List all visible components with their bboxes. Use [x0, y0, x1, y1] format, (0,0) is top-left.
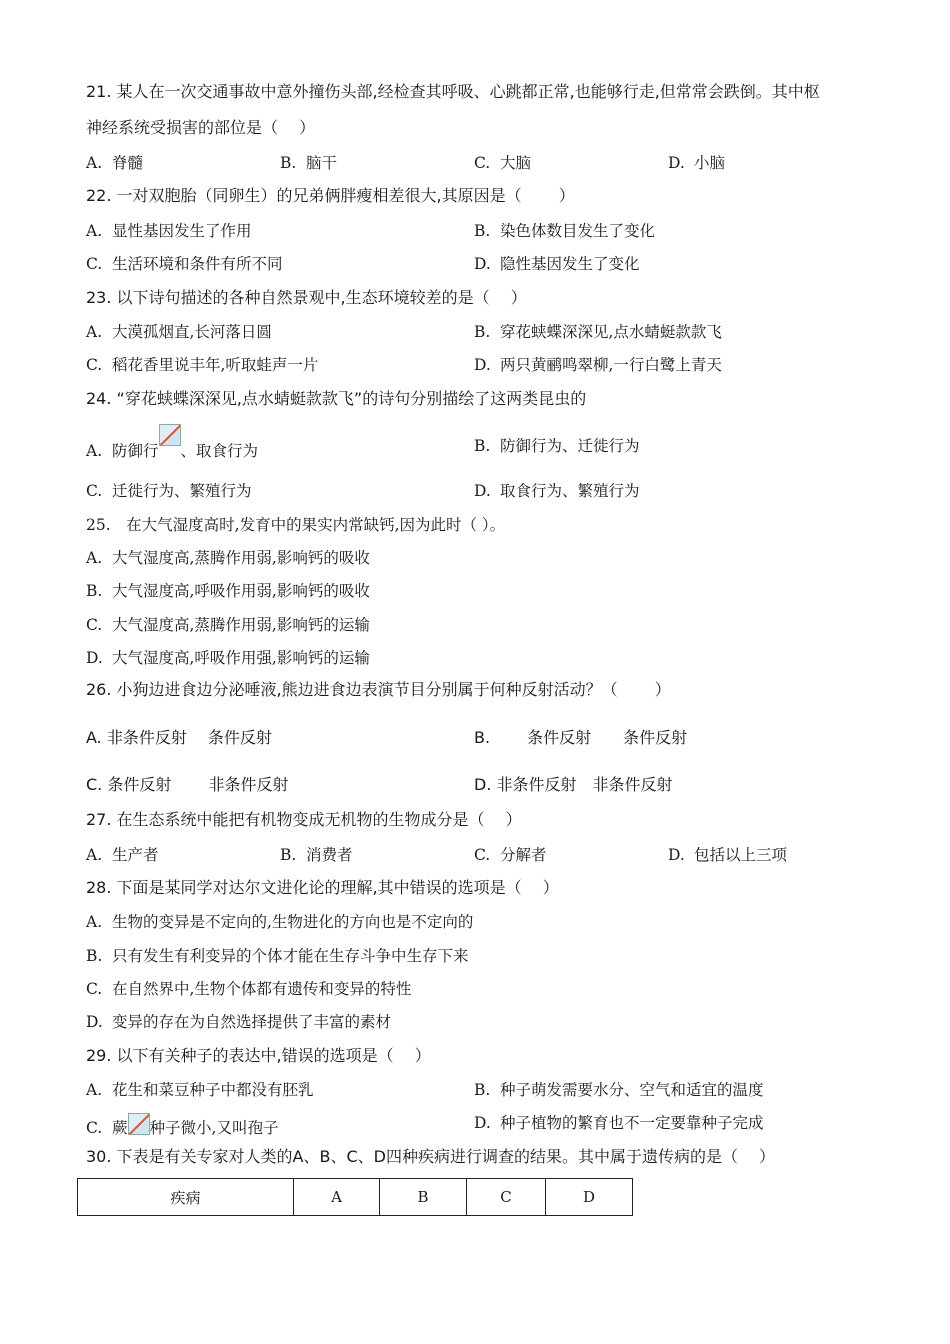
broken-image-icon	[128, 1113, 150, 1135]
q30-stem: 30. 下表是有关专家对人类的A、B、C、D四种疾病进行调查的结果。其中属于遗传病的是（ ）	[86, 1147, 776, 1166]
q26-option-a: A. 非条件反射 条件反射	[86, 728, 272, 747]
table-header-cell: B	[380, 1179, 467, 1216]
table-header-cell: C	[467, 1179, 546, 1216]
q25-stem: 25. 在大气湿度高时,发育中的果实内常缺钙,因为此时（ ）。	[86, 516, 506, 534]
q24-option-b: B. 防御行为、迁徙行为	[474, 437, 640, 455]
disease-table	[77, 1178, 633, 1216]
q27-option-d: D. 包括以上三项	[668, 846, 788, 864]
q22-option-c: C. 生活环境和条件有所不同	[86, 255, 283, 273]
q26-option-c: C. 条件反射 非条件反射	[86, 775, 289, 794]
q21-option-d: D. 小脑	[668, 154, 726, 172]
q27-option-a: A. 生产者	[86, 846, 159, 864]
q27-stem: 27. 在生态系统中能把有机物变成无机物的生物成分是（ ）	[86, 810, 522, 829]
q22-option-d: D. 隐性基因发生了变化	[474, 255, 640, 273]
q23-option-c: C. 稻花香里说丰年,听取蛙声一片	[86, 356, 319, 374]
table-header-cell: 疾病	[78, 1179, 294, 1216]
q26-option-b: B. 条件反射 条件反射	[474, 728, 688, 747]
table-header-cell: A	[294, 1179, 380, 1216]
q22-stem: 22. 一对双胞胎（同卵生）的兄弟俩胖瘦相差很大,其原因是（ ）	[86, 186, 575, 205]
q23-option-a: A. 大漠孤烟直,长河落日圆	[86, 323, 272, 341]
q23-stem: 23. 以下诗句描述的各种自然景观中,生态环境较差的是（ ）	[86, 288, 527, 307]
q28-option-c: C. 在自然界中,生物个体都有遗传和变异的特性	[86, 980, 412, 998]
q24-stem: 24. “穿花蛱蝶深深见,点水蜻蜓款款飞”的诗句分别描绘了这两类昆虫的	[86, 389, 587, 408]
q29-option-c: C. 蕨 种子微小,又叫孢子	[86, 1113, 278, 1138]
q27-option-b: B. 消费者	[280, 846, 353, 864]
q28-stem: 28. 下面是某同学对达尔文进化论的理解,其中错误的选项是（ ）	[86, 878, 559, 897]
q24-option-d: D. 取食行为、繁殖行为	[474, 482, 640, 500]
q26-option-d: D. 非条件反射 非条件反射	[474, 775, 673, 794]
q29-option-a: A. 花生和菜豆种子中都没有胚乳	[86, 1081, 314, 1099]
q23-option-d: D. 两只黄鹂鸣翠柳,一行白鹭上青天	[474, 356, 722, 374]
q29-option-b: B. 种子萌发需要水分、空气和适宜的温度	[474, 1081, 764, 1099]
q23-option-b: B. 穿花蛱蝶深深见,点水蜻蜓款款飞	[474, 323, 722, 341]
q24-option-c: C. 迁徙行为、繁殖行为	[86, 482, 252, 500]
q26-stem: 26. 小狗边进食边分泌唾液,熊边进食边表演节目分别属于何种反射活动？（ ）	[86, 680, 671, 699]
q25-option-c: C. 大气湿度高,蒸腾作用弱,影响钙的运输	[86, 616, 370, 634]
broken-image-icon	[159, 424, 181, 446]
q21-option-a: A. 脊髓	[86, 154, 144, 172]
q28-option-d: D. 变异的存在为自然选择提供了丰富的素材	[86, 1013, 392, 1031]
table-row	[78, 1179, 633, 1216]
q29-option-d: D. 种子植物的繁育也不一定要靠种子完成	[474, 1114, 764, 1132]
q22-option-b: B. 染色体数目发生了变化	[474, 222, 656, 240]
q25-option-a: A. 大气湿度高,蒸腾作用弱,影响钙的吸收	[86, 549, 370, 567]
q24-option-a: A. 防御行 、取食行为	[86, 436, 258, 461]
q21-stem-line2: 神经系统受损害的部位是（ ）	[86, 118, 316, 137]
q25-option-d: D. 大气湿度高,呼吸作用强,影响钙的运输	[86, 649, 370, 667]
q28-option-b: B. 只有发生有利变异的个体才能在生存斗争中生存下来	[86, 947, 469, 965]
q21-option-b: B. 脑干	[280, 154, 338, 172]
q29-stem: 29. 以下有关种子的表达中,错误的选项是（ ）	[86, 1046, 431, 1065]
q27-option-c: C. 分解者	[474, 846, 547, 864]
q21-option-c: C. 大脑	[474, 154, 532, 172]
q25-option-b: B. 大气湿度高,呼吸作用弱,影响钙的吸收	[86, 582, 370, 600]
q28-option-a: A. 生物的变异是不定向的,生物进化的方向也是不定向的	[86, 913, 474, 931]
q21-stem-line1: 21. 某人在一次交通事故中意外撞伤头部,经检查其呼吸、心跳都正常,也能够行走,但常常会跌倒。其中枢	[86, 82, 820, 101]
q22-option-a: A. 显性基因发生了作用	[86, 222, 252, 240]
table-header-cell: D	[546, 1179, 633, 1216]
